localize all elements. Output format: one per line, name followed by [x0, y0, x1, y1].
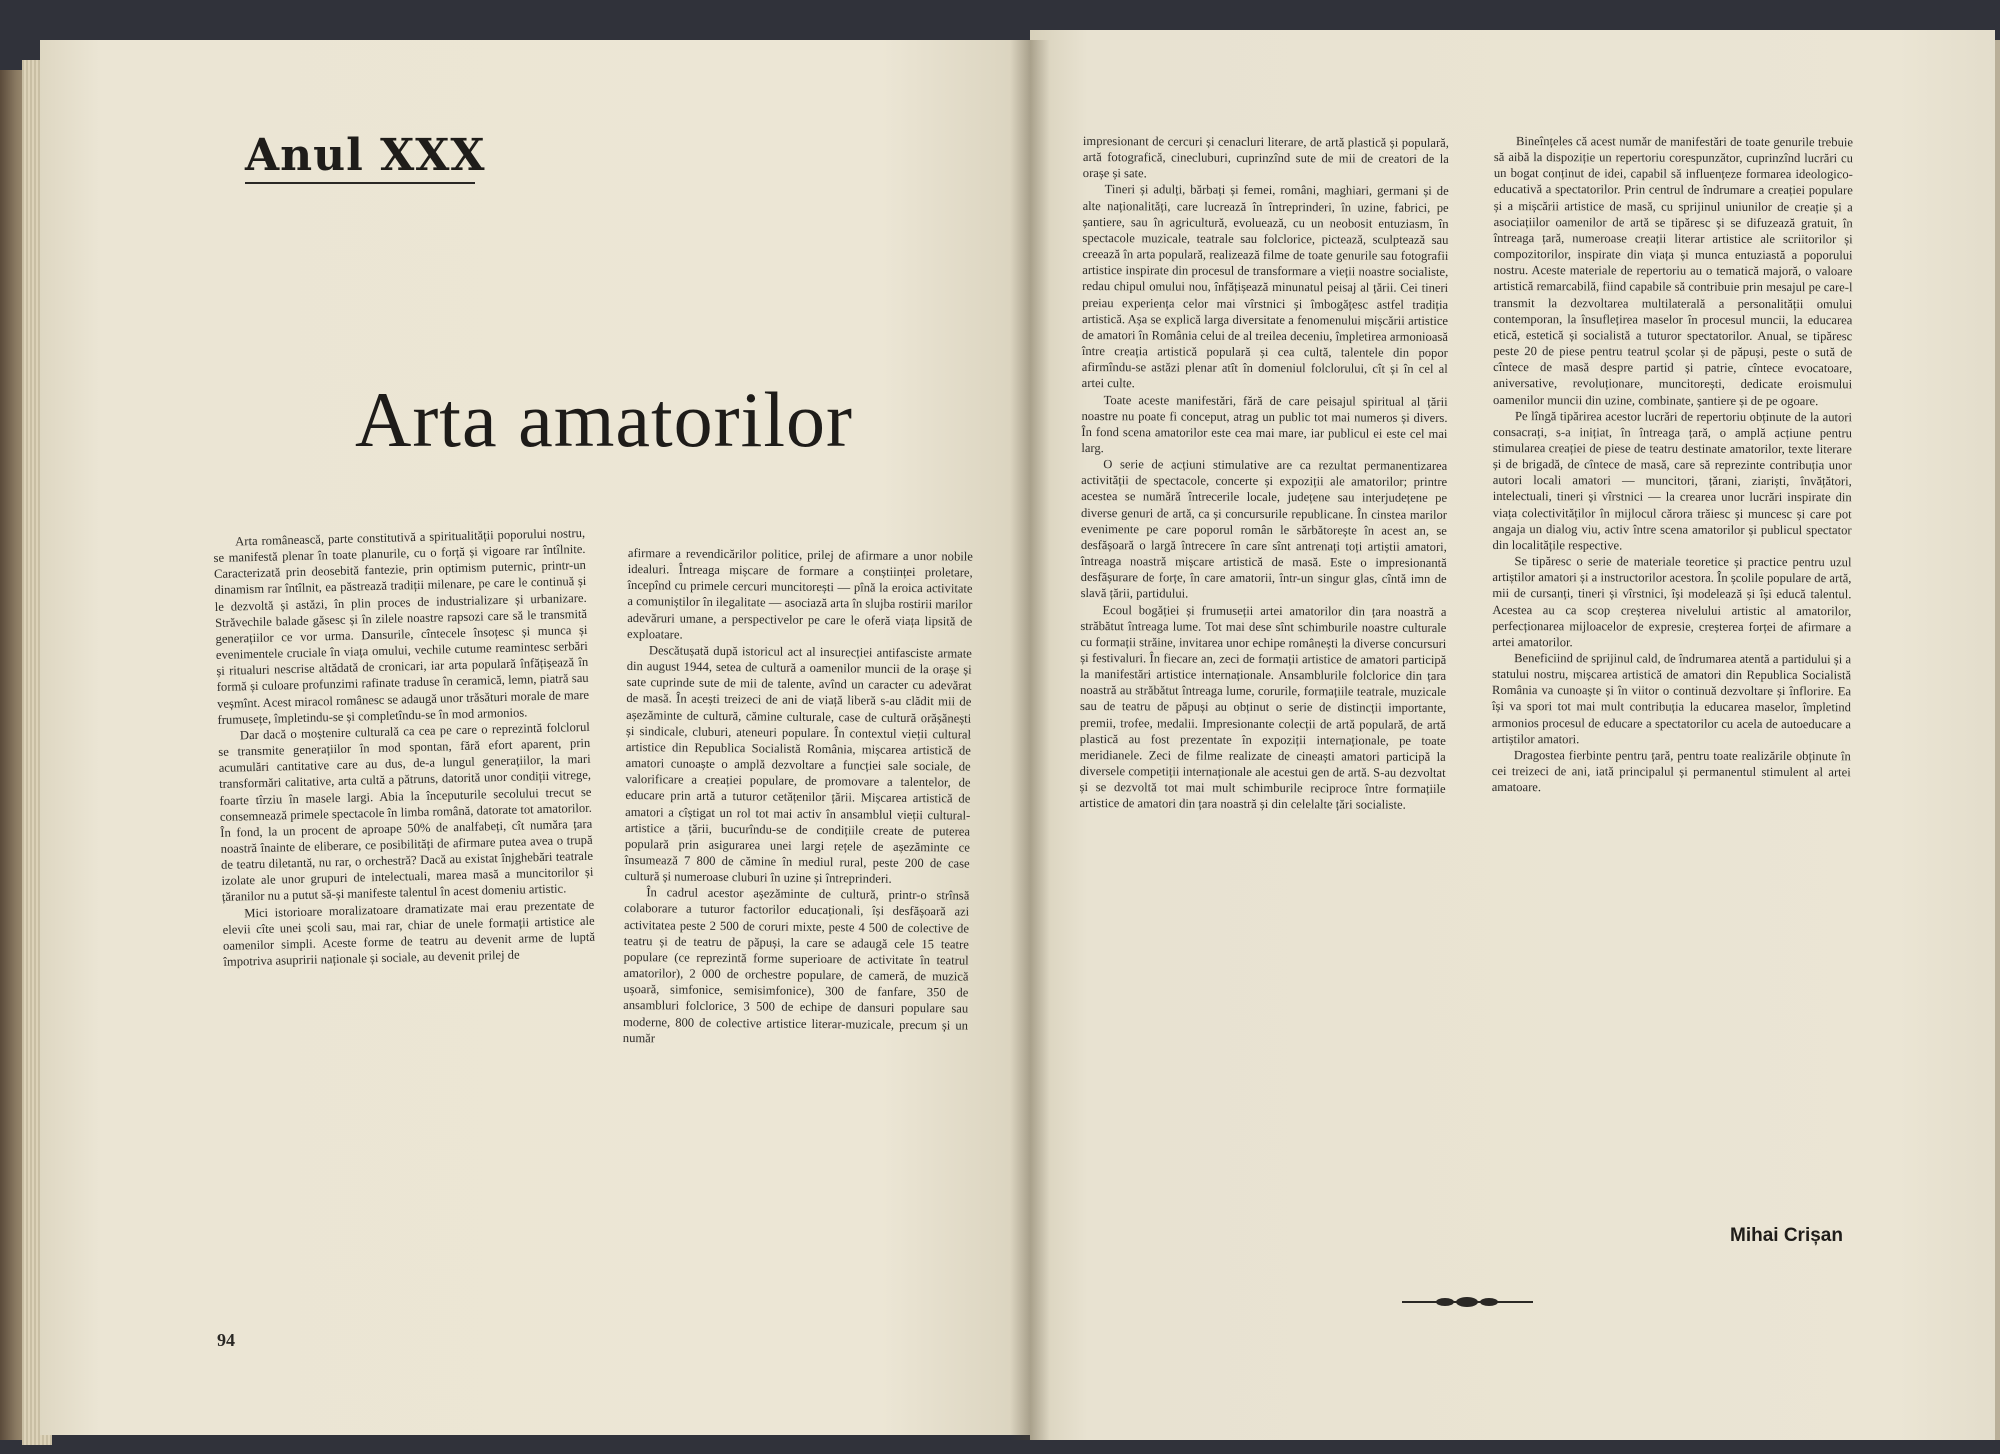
text-column-2: [623, 545, 973, 1049]
end-ornament-icon: [1400, 1292, 1535, 1312]
paragraph: În cadrul acestor așezăminte de cultură, printr-o strînsă colaborare a tuturor factorilor educaționali, își desfășoară azi activitatea peste 2 500 de coruri mixte, peste 4 500 de colective de teatru și de teatru de păpuși, la care se adaugă cele 15 teatre populare (ce reprezintă forme superioare de activitate în teatrul amatorilor), 2 000 de orchestre populare, de cameră, de muzică ușoară, simfonice, semisimfonice), 300 de fanfare, 350 de ansambluri folclorice, 3 500 de echipe de dansuri populare sau moderne, 800 de colective artistice literar-muzicale, precum și un număr: [622, 885, 970, 1045]
page-stack-edge-right: [1995, 40, 2000, 1440]
article-title: Arta amatorilor: [355, 376, 853, 463]
paragraph: Tineri și adulți, bărbați și femei, români, maghiari, germani și de alte naționalități, care lucrează în întreprinderi, în uzine, fabrici, pe șantiere, sau în agricultură, evoluează, cu un neobosit entuziasm, în spectacole muzicale, teatrale sau folclorice, pictează, sculptează sau creează în arta populară, realizează filme de toate genurile sau fotografii artistice inspirate din procesul de transformare a vieții noastre socialiste, redau chipul omului nou, înfățișează minunatul peisaj al țării. Cei tineri preiau experiența celor mai vîrstnici și îmbogățesc astfel tradiția artistică. Așa se explică larga diversitate a fenomenului mișcării artistice de amatori în România celui de al treilea deceniu, împletirea armonioasă între creația artistică populară și cea cultă, talentele din popor afirmîndu-se astăzi plenar atît în domeniul folclorului, cît și în cel al artei culte.: [1081, 182, 1449, 391]
text-column-3: [1079, 133, 1449, 813]
paragraph: afirmare a revendicărilor politice, prilej de afirmare a unor nobile idealuri. Întreaga mișcare de formare a conștiinței proletare, începînd cu primele cercuri muncitorești — pînă la eroica activitate a comuniștilor în ilegalitate — asociază arta în slujba rostirii marilor adevăruri umane, a perspectivelor pe care le oferă viața lipsită de exploatare.: [626, 545, 973, 642]
paragraph: Dar dacă o moștenire culturală ca cea pe care o reprezintă folclorul se transmite generațiilor în mod spontan, fără efort aparent, prin acumulări cantitative care au dus, de-a lungul generațiilor, la mari transformări calitative, arta cultă a pătruns, datorită unor condiții vitrege, foarte tîrziu în masele largi. Abia la începuturile secolului trecut se consemnează primele spectacole în limba română, datorate tot amatorilor. În fond, la un procent de aproape 50% de analfabeți, cît număra țara noastră înainte de eliberare, ce posibilități de afirmare putea avea o trupă de teatru diletantă, nu rar, o orchestră? Dacă au existat înjghebări teatrale izolate ale unor grupuri de intelectuali, marea masă a muncitorilor și țăranilor nu a putut să-și manifeste talentul în acest domeniu artistic.: [218, 719, 594, 905]
paragraph: Toate aceste manifestări, fără de care peisajul spiritual al țării noastre nu poate fi conceput, atrag un public tot mai numeros și divers. În fond scena amatorilor este cea mai mare, iar publicul ei este cel mai larg.: [1081, 392, 1448, 456]
paragraph: impresionant de cercuri și cenacluri literare, de artă plastică și populară, artă fotografică, cinecluburi, cuprinzînd sute de mii de creatori de la orașe și sate.: [1082, 133, 1449, 181]
paragraph: Mici istorioare moralizatoare dramatizate mai erau prezentate de elevii cîte unei școli sau, mai rar, chiar de unele formații artistice ale oamenilor simpli. Aceste forme de teatru au devenit arme de luptă împotriva asupririi naționale și sociale, au devenit prilej de: [222, 897, 596, 969]
series-title-underline: [245, 182, 475, 184]
paragraph: Ecoul bogăției și frumuseții artei amatorilor din țara noastră a străbătut întreaga lume. Tot mai dese sînt schimburile noastre culturale cu formații străine, invitarea unor echipe românești la diverse concursuri și festivaluri. În fiecare an, zeci de formații artistice de amatori participă la manifestări artistice internaționale. Ansamblurile folclorice din țara noastră au străbătut întreaga lume, corurile, formațiile teatrale, muzicale sau de teatru de păpuși au obținut o serie de distincții importante, premii, trofee, medalii. Impresionante colecții de artă populară, de artă plastică au fost prezentate în expoziții internaționale, pe toate meridianele. Zeci de filme realizate de cineaști amatori participă la diversele competiții internaționale ale acestui gen de artă. S-au dezvoltat și se dezvoltă tot mai mult schimburile reciproce între formațiile artistice de amatori din țara noastră și din celelalte țări socialiste.: [1079, 602, 1447, 813]
author-signature: Mihai Crișan: [1730, 1225, 1843, 1246]
page-number: 94: [217, 1330, 235, 1350]
paragraph: Arta românească, parte constitutivă a spiritualității poporului nostru, se manifestă plenar în toate planurile, cu o forță și vigoare rar întîlnite. Caracterizată prin deosebită fantezie, prin optimism puternic, printr-un dinamism rar întîlnit, ea păstrează tradiții milenare, pe care le continuă și le dezvoltă și astăzi, în plin proces de industrializare și urbanizare. Străvechile balade găsesc și în zilele noastre rapsozi care să le transmită generațiilor ce vor urma. Dansurile, cîntecele însoțesc și munca și evenimentele cruciale în viața omului, vechile cutume reamintesc serbări și ritualuri nescrise altădată de cronicari, iar arta populară înfățișează în formă și culoare profunzimi rafinate traduse în ceramică, lemn, piatră sau veșmînt. Acest miracol românesc se adaugă unor trăsături morale de mare frumusețe, împletindu-se și completîndu-se în mod armonios.: [213, 525, 590, 727]
paragraph: Dragostea fierbinte pentru țară, pentru toate realizările obținute în cei treizeci de ani, iată principalul și permanentul stimulent al artei amatoare.: [1491, 748, 1851, 795]
book-gutter: [1010, 40, 1050, 1440]
paragraph: Bineînțeles că acest număr de manifestări de toate genurile trebuie să aibă la dispoziție un repertoriu corespunzător, cuprinzînd lucrări cu un bogat conținut de idei, capabil să influențeze formarea ideologico-educativă a spectatorilor. Prin centrul de îndrumare a creației populare și a mișcării artistice de masă, cu sprijinul uniunilor de creație și a asociațiilor oamenilor de artă se tipăresc și se difuzează gratuit, în întreaga țară, numeroase creații literar artistice ale scriitorilor și compozitorilor, inspirate din viața și munca entuziastă a poporului nostru. Aceste materiale de repertoriu au o tematică majoră, o valoare artistică remarcabilă, fiind capabile să contribuie prin mesajul pe care-l transmit la dezvoltarea multilaterală a personalității omului contemporan, la însuflețirea maselor în procesul muncii, la educarea etică, estetică și socialistă a tuturor spectatorilor. Anual, se tipăresc peste 20 de piese pentru teatrul școlar și de păpuși, peste o sută de cîntece de masă despre partid și patrie, cîntece evocatoare, aniversative, revoluționare, muncitorești, dedicate eroismului oamenilor muncii din uzine, combinate, șantiere și de pe ogoare.: [1493, 134, 1853, 408]
paragraph: Pe lîngă tipărirea acestor lucrări de repertoriu obținute de la autori consacrați, s-a inițiat, în întreaga țară, o amplă acțiune pentru stimularea creației de piese de teatru destinate amatorilor, texte literare și de brigadă, de cîntece de masă, care să reprezinte contribuția unor autori locali amatori — muncitori, țărani, ziariști, învățători, intelectuali, tineri și vîrstnici — la crearea unor lucrări inspirate din viața colectivităților în mijlocul cărora trăiesc și muncesc și care pot angaja un dialog viu, activ între scena amatorilor și publicul spectator din localitățile respective.: [1492, 408, 1853, 553]
paragraph: Se tipăresc o serie de materiale teoretice și practice pentru uzul artiștilor amatori și a instructorilor acestora. În școlile populare de artă, mii de cursanți, tineri și vîrstnici, își modelează și își educă talentul. Acestea au ca scop creșterea nivelului artistic al amatorilor, perfecționarea mijloacelor de expresie, creșterea forței de afirmare a artei amatorilor.: [1492, 554, 1852, 650]
series-title: Anul XXX: [245, 130, 486, 181]
text-column-4: [1492, 133, 1853, 797]
paragraph: Beneficiind de sprijinul cald, de îndrumarea atentă a partidului și a statului nostru, mișcarea artistică de amatori din Republica Socialistă România va cunoaște și în viitor o continuă dezvoltare și înflorire. Ea își va spori tot mai mult contribuția la educarea maselor, împletind armonios procesul de educare a spectatorilor cu acela de autoeducare a artiștilor amatori.: [1491, 651, 1852, 747]
paragraph: O serie de acțiuni stimulative are ca rezultat permanentizarea activității de spectacole, concerte și expoziții ale amatorilor; printre acestea se numără întrecerile locale, județene sau interjudețene pe diverse genuri de artă, ca și concursurile republicane. În cinstea marilor evenimente pe care poporul român le sărbătorește în acest an, se desfășoară o largă întrecere în care sînt antrenați toți artiștii amatori, întreaga noastră mișcare artistică de masă. Este o impresionantă desfășurare de forțe, în care amatorii, într-un singur glas, cîntă imn de slavă țării, partidului.: [1080, 457, 1448, 601]
text-column-1: [213, 525, 596, 970]
paragraph: Descătușată după istoricul act al insurecției antifasciste armate din august 1944, setea de cultură a oamenilor muncii de la orașe și sate cuprinde sute de mii de talente, avînd un caracter cu adevărat de masă. În acești treizeci de ani de viață liberă s-au clădit mii de așezăminte de cultură, cămine culturale, case de cultură orășănești și sindicale, cluburi, ateneuri populare. În contextul vieții cultural artistice din Republica Socialistă România, mișcarea artistică de amatori cunoaște o amplă dezvoltare a funcției sale sociale, de valorificare a creației populare, de promovare a talentelor, de educare prin artă a tuturor cetățenilor țării. Mișcarea artistică de amatori a cîștigat un rol tot mai activ în ansamblul vieții cultural-artistice a țării, bucurîndu-se de condițiile create de puterea populară prin asigurarea unei largi rețele de așezăminte ce însumează 7 800 de cămine în mediul rural, peste 200 de case cultură și numeroase cluburi în uzine și întreprinderi.: [624, 643, 972, 886]
